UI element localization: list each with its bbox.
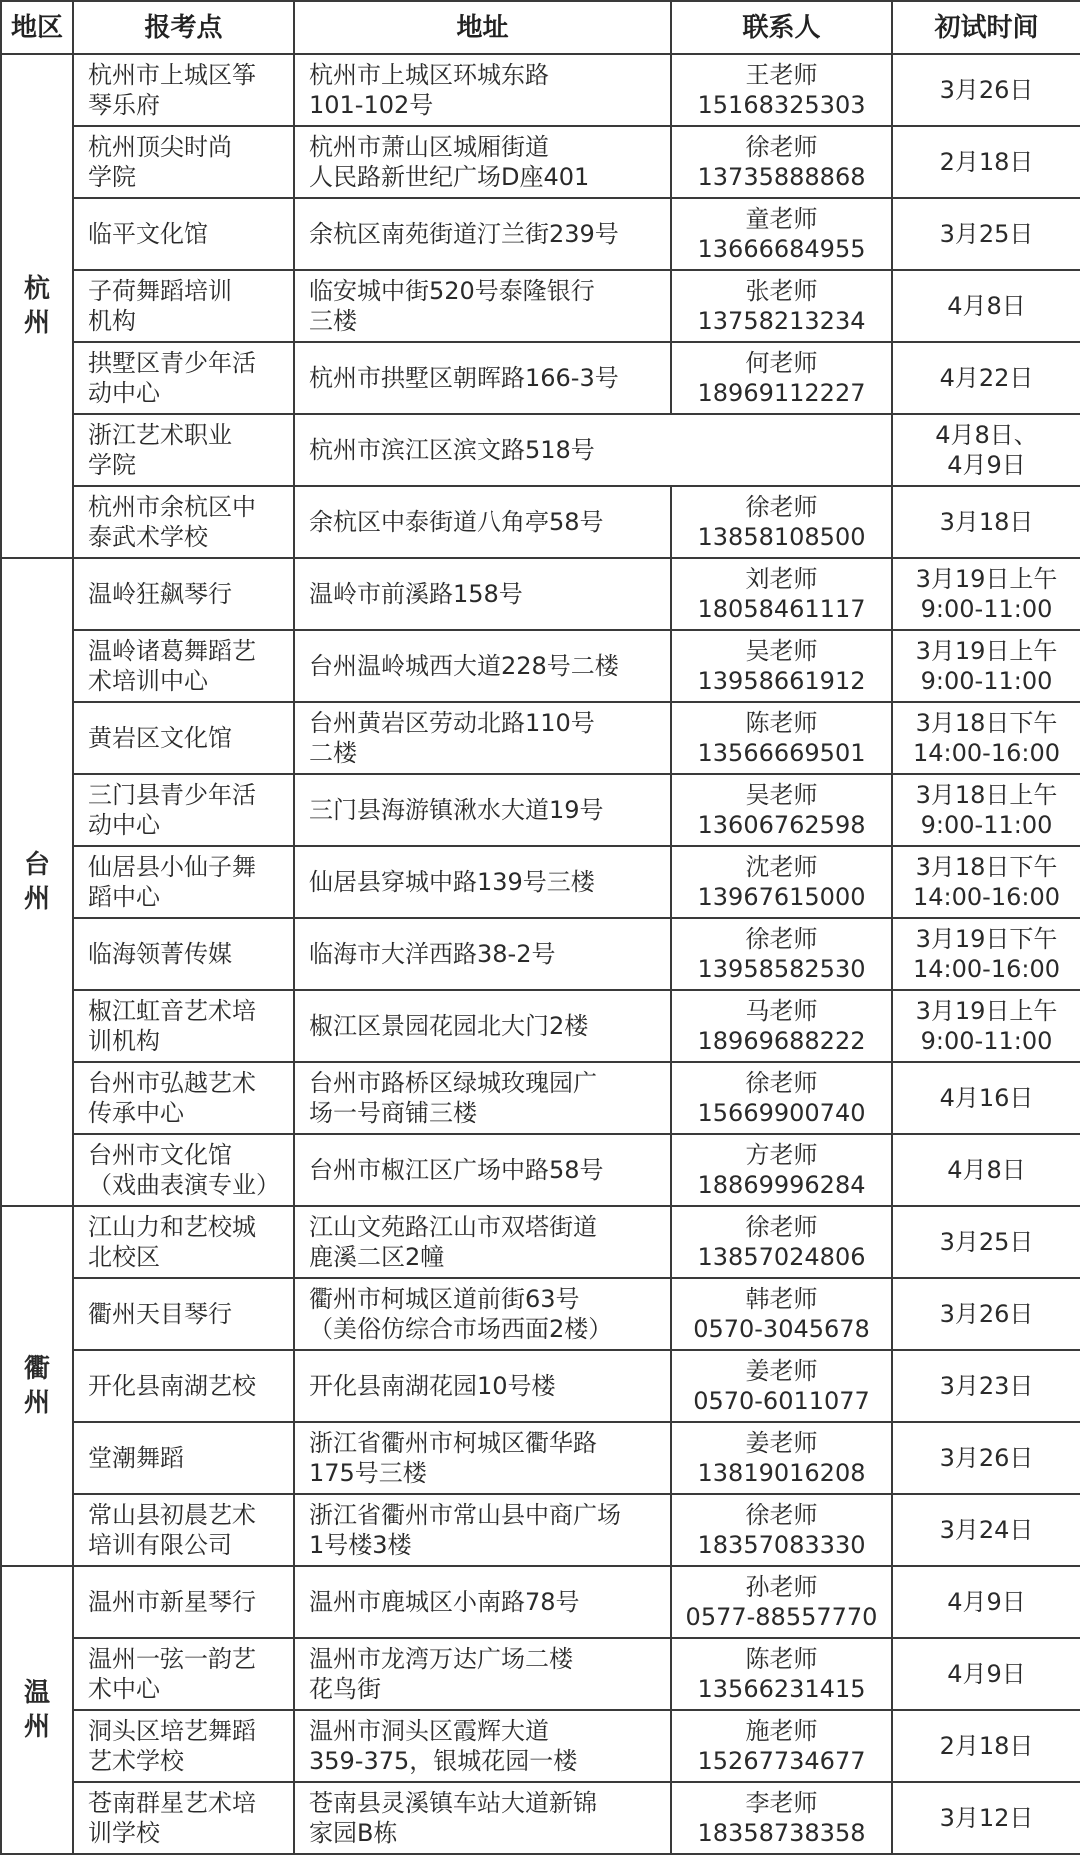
- site-name-line: 台州市文化馆: [88, 1141, 232, 1169]
- contact-line: 13566231415: [697, 1675, 866, 1703]
- exam-time-line: 3月19日上午: [915, 637, 1058, 665]
- site-cell: [73, 1206, 294, 1278]
- site-cell: [73, 1278, 294, 1350]
- site-name-line: 堂潮舞蹈: [88, 1444, 184, 1472]
- site-name-line: 仙居县小仙子舞: [88, 853, 256, 881]
- contact-cell: [671, 846, 892, 918]
- header-exam-time: 初试时间: [892, 1, 1080, 54]
- address-cell: [294, 486, 671, 558]
- site-name-line: 黄岩区文化馆: [88, 724, 232, 752]
- exam-time-cell: [892, 990, 1080, 1062]
- address-cell: [294, 1638, 671, 1710]
- address-line: 二楼: [309, 739, 357, 767]
- address-cell: [294, 1062, 671, 1134]
- exam-time-line: 3月23日: [939, 1372, 1034, 1400]
- table-row: [1, 1350, 1080, 1422]
- contact-line: 韩老师: [745, 1285, 818, 1313]
- exam-time-line: 9:00-11:00: [920, 811, 1053, 839]
- address-line: 175号三楼: [309, 1459, 427, 1487]
- contact-cell: [671, 1134, 892, 1206]
- site-cell: [73, 1062, 294, 1134]
- exam-time-line: 4月8日: [947, 1156, 1026, 1184]
- address-line: 台州温岭城西大道228号二楼: [309, 652, 619, 680]
- site-cell: [73, 414, 294, 486]
- site-name-line: 传承中心: [88, 1099, 184, 1127]
- address-line: 余杭区南苑街道汀兰街239号: [309, 220, 619, 248]
- table-row: [1, 1206, 1080, 1278]
- contact-cell: [671, 342, 892, 414]
- exam-time-cell: [892, 1134, 1080, 1206]
- contact-line: 徐老师: [745, 1501, 818, 1529]
- exam-time-cell: [892, 1566, 1080, 1638]
- header-contact: 联系人: [671, 1, 892, 54]
- address-line: 衢州市柯城区道前街63号: [309, 1285, 580, 1313]
- address-line: 杭州市萧山区城厢街道: [309, 133, 549, 161]
- address-cell: [294, 918, 671, 990]
- exam-time-line: 3月18日上午: [915, 781, 1058, 809]
- exam-time-cell: [892, 1278, 1080, 1350]
- contact-cell: [671, 270, 892, 342]
- table-row: [1, 1062, 1080, 1134]
- exam-time-cell: [892, 1350, 1080, 1422]
- address-line: 1号楼3楼: [309, 1531, 412, 1559]
- site-name-line: 椒江虹音艺术培: [88, 997, 256, 1025]
- contact-line: 徐老师: [745, 1213, 818, 1241]
- contact-line: 13606762598: [697, 811, 866, 839]
- contact-line: 0570-3045678: [693, 1315, 870, 1343]
- table-row: [1, 558, 1080, 630]
- site-name-line: 学院: [88, 451, 136, 479]
- site-name-line: 动中心: [88, 811, 160, 839]
- contact-cell: [671, 918, 892, 990]
- contact-cell: [671, 558, 892, 630]
- exam-time-cell: [892, 918, 1080, 990]
- contact-line: 王老师: [745, 61, 818, 89]
- table-row: [1, 630, 1080, 702]
- contact-line: 13666684955: [697, 235, 866, 263]
- exam-time-line: 14:00-16:00: [913, 883, 1060, 911]
- address-line: 场一号商铺三楼: [309, 1099, 477, 1127]
- contact-line: 18969688222: [697, 1027, 866, 1055]
- table-row: [1, 1638, 1080, 1710]
- site-cell: [73, 486, 294, 558]
- site-cell: [73, 1350, 294, 1422]
- site-name-line: 艺术学校: [88, 1747, 184, 1775]
- contact-line: 13958661912: [697, 667, 866, 695]
- exam-time-line: 9:00-11:00: [920, 667, 1053, 695]
- contact-cell: [671, 1278, 892, 1350]
- address-line: 台州黄岩区劳动北路110号: [309, 709, 595, 737]
- site-cell: [73, 54, 294, 126]
- contact-line: 13858108500: [697, 523, 866, 551]
- address-line: 浙江省衢州市常山县中商广场: [309, 1501, 621, 1529]
- address-line: 温州市龙湾万达广场二楼: [309, 1645, 573, 1673]
- address-line: 椒江区景园花园北大门2楼: [309, 1012, 589, 1040]
- address-cell: [294, 198, 671, 270]
- contact-line: 吴老师: [745, 781, 818, 809]
- address-cell: [294, 342, 671, 414]
- contact-line: 孙老师: [745, 1573, 818, 1601]
- table-row: [1, 414, 1080, 486]
- exam-time-line: 9:00-11:00: [920, 1027, 1053, 1055]
- region-name: 台州: [23, 850, 50, 914]
- address-cell: [294, 630, 671, 702]
- address-line: 温州市洞头区霞辉大道: [309, 1717, 549, 1745]
- contact-line: 徐老师: [745, 133, 818, 161]
- table-row: [1, 918, 1080, 990]
- contact-cell: [671, 1638, 892, 1710]
- contact-line: 何老师: [745, 349, 818, 377]
- exam-time-line: 4月9日: [947, 1588, 1026, 1616]
- contact-cell: [671, 1350, 892, 1422]
- site-name-line: 温岭诸葛舞蹈艺: [88, 637, 256, 665]
- exam-time-line: 3月26日: [939, 76, 1034, 104]
- address-line: 杭州市上城区环城东路: [309, 61, 549, 89]
- exam-time-line: 4月8日: [947, 292, 1026, 320]
- address-line: 花鸟街: [309, 1675, 381, 1703]
- table-row: [1, 990, 1080, 1062]
- table-row: [1, 1782, 1080, 1854]
- exam-time-cell: [892, 774, 1080, 846]
- address-line: 杭州市拱墅区朝晖路166-3号: [309, 364, 619, 392]
- region-name: 杭州: [23, 274, 50, 338]
- address-line: 温州市鹿城区小南路78号: [309, 1588, 580, 1616]
- exam-time-cell: [892, 1710, 1080, 1782]
- contact-line: 方老师: [745, 1141, 818, 1169]
- contact-line: 18358738358: [697, 1819, 866, 1847]
- exam-time-line: 3月26日: [939, 1300, 1034, 1328]
- site-name-line: 琴乐府: [88, 91, 160, 119]
- address-line: 359-375，银城花园一楼: [309, 1747, 578, 1775]
- address-line: 三楼: [309, 307, 357, 335]
- contact-line: 刘老师: [745, 565, 818, 593]
- exam-time-line: 3月24日: [939, 1516, 1034, 1544]
- address-line: 台州市路桥区绿城玫瑰园广: [309, 1069, 597, 1097]
- contact-line: 13566669501: [697, 739, 866, 767]
- site-cell: [73, 270, 294, 342]
- address-cell: [294, 1206, 671, 1278]
- site-name-line: 学院: [88, 163, 136, 191]
- table-header-row: [1, 1, 1080, 54]
- contact-line: 李老师: [745, 1789, 818, 1817]
- contact-line: 13735888868: [697, 163, 866, 191]
- site-name-line: 杭州市上城区筝: [88, 61, 256, 89]
- exam-time-line: 4月9日: [947, 1660, 1026, 1688]
- contact-line: 13758213234: [697, 307, 866, 335]
- table-row: [1, 774, 1080, 846]
- table-row: [1, 270, 1080, 342]
- address-cell: [294, 702, 671, 774]
- contact-cell: [671, 702, 892, 774]
- site-cell: [73, 198, 294, 270]
- site-name-line: 临海领菁传媒: [88, 940, 232, 968]
- exam-time-line: 3月19日上午: [915, 565, 1058, 593]
- contact-line: 马老师: [745, 997, 818, 1025]
- exam-time-cell: [892, 1062, 1080, 1134]
- address-line: 临海市大洋西路38-2号: [309, 940, 556, 968]
- exam-time-line: 3月18日: [939, 508, 1034, 536]
- contact-cell: [671, 1206, 892, 1278]
- site-name-line: 术培训中心: [88, 667, 208, 695]
- exam-time-cell: [892, 1206, 1080, 1278]
- exam-time-line: 4月22日: [939, 364, 1034, 392]
- address-cell: [294, 126, 671, 198]
- site-name-line: 泰武术学校: [88, 523, 208, 551]
- contact-line: 13857024806: [697, 1243, 866, 1271]
- address-cell: [294, 990, 671, 1062]
- address-line: 苍南县灵溪镇车站大道新锦: [309, 1789, 597, 1817]
- contact-line: 18058461117: [697, 595, 866, 623]
- exam-time-line: 3月18日下午: [915, 853, 1058, 881]
- exam-time-line: 3月25日: [939, 220, 1034, 248]
- exam-time-cell: [892, 126, 1080, 198]
- site-cell: [73, 1494, 294, 1566]
- address-line: 三门县海游镇湫水大道19号: [309, 796, 604, 824]
- address-line: 101-102号: [309, 91, 434, 119]
- address-line: 杭州市滨江区滨文路518号: [309, 436, 595, 464]
- exam-time-line: 9:00-11:00: [920, 595, 1053, 623]
- address-line: 余杭区中泰街道八角亭58号: [309, 508, 604, 536]
- site-name-line: 动中心: [88, 379, 160, 407]
- exam-time-line: 3月19日上午: [915, 997, 1058, 1025]
- table-row: [1, 1422, 1080, 1494]
- exam-time-cell: [892, 1494, 1080, 1566]
- site-cell: [73, 1566, 294, 1638]
- contact-line: 沈老师: [745, 853, 818, 881]
- address-line: 仙居县穿城中路139号三楼: [309, 868, 595, 896]
- site-cell: [73, 630, 294, 702]
- address-cell: [294, 1710, 671, 1782]
- site-name-line: 训学校: [88, 1819, 160, 1847]
- exam-time-line: 4月8日、: [935, 421, 1038, 449]
- header-address: 地址: [294, 1, 671, 54]
- site-cell: [73, 1134, 294, 1206]
- site-name-line: 训机构: [88, 1027, 160, 1055]
- address-cell: [294, 270, 671, 342]
- exam-time-cell: [892, 630, 1080, 702]
- region-cell: [1, 1206, 73, 1566]
- contact-line: 施老师: [745, 1717, 818, 1745]
- address-line: 人民路新世纪广场D座401: [309, 163, 590, 191]
- address-cell: [294, 1494, 671, 1566]
- site-cell: [73, 558, 294, 630]
- site-name-line: 拱墅区青少年活: [88, 349, 256, 377]
- exam-time-line: 4月16日: [939, 1084, 1034, 1112]
- site-name-line: 杭州顶尖时尚: [88, 133, 232, 161]
- exam-time-line: 14:00-16:00: [913, 739, 1060, 767]
- table-row: [1, 1278, 1080, 1350]
- contact-line: 13958582530: [697, 955, 866, 983]
- exam-time-cell: [892, 342, 1080, 414]
- table-row: [1, 54, 1080, 126]
- contact-cell: [671, 1494, 892, 1566]
- exam-time-line: 3月25日: [939, 1228, 1034, 1256]
- header-site: 报考点: [73, 1, 294, 54]
- contact-line: 姜老师: [745, 1429, 818, 1457]
- address-line: 鹿溪二区2幢: [309, 1243, 445, 1271]
- address-line: 浙江省衢州市柯城区衢华路: [309, 1429, 597, 1457]
- address-cell: [294, 414, 892, 486]
- contact-cell: [671, 1566, 892, 1638]
- region-name: 衢州: [23, 1354, 50, 1418]
- site-name-line: 浙江艺术职业: [88, 421, 232, 449]
- contact-line: 0577-88557770: [685, 1603, 878, 1631]
- site-name-line: 北校区: [88, 1243, 160, 1271]
- contact-line: 徐老师: [745, 925, 818, 953]
- contact-line: 18357083330: [697, 1531, 866, 1559]
- exam-time-line: 3月12日: [939, 1804, 1034, 1832]
- exam-time-cell: [892, 54, 1080, 126]
- site-name-line: 衢州天目琴行: [88, 1300, 232, 1328]
- contact-cell: [671, 774, 892, 846]
- address-cell: [294, 1422, 671, 1494]
- address-cell: [294, 1134, 671, 1206]
- contact-cell: [671, 1422, 892, 1494]
- table-row: [1, 1134, 1080, 1206]
- site-cell: [73, 1782, 294, 1854]
- contact-cell: [671, 198, 892, 270]
- site-name-line: 江山力和艺校城: [88, 1213, 256, 1241]
- contact-cell: [671, 630, 892, 702]
- exam-time-cell: [892, 846, 1080, 918]
- exam-time-line: 14:00-16:00: [913, 955, 1060, 983]
- table-row: [1, 1566, 1080, 1638]
- contact-cell: [671, 1782, 892, 1854]
- table-row: [1, 1494, 1080, 1566]
- exam-time-cell: [892, 702, 1080, 774]
- site-cell: [73, 126, 294, 198]
- table-row: [1, 342, 1080, 414]
- exam-time-cell: [892, 270, 1080, 342]
- region-cell: [1, 1566, 73, 1854]
- exam-time-cell: [892, 1782, 1080, 1854]
- table-row: [1, 486, 1080, 558]
- exam-time-cell: [892, 558, 1080, 630]
- exam-time-cell: [892, 486, 1080, 558]
- site-cell: [73, 990, 294, 1062]
- site-cell: [73, 342, 294, 414]
- address-line: 温岭市前溪路158号: [309, 580, 523, 608]
- contact-line: 张老师: [745, 277, 818, 305]
- site-name-line: （戏曲表演专业）: [88, 1171, 280, 1199]
- contact-cell: [671, 54, 892, 126]
- contact-line: 徐老师: [745, 493, 818, 521]
- table-row: [1, 198, 1080, 270]
- address-line: 江山文苑路江山市双塔街道: [309, 1213, 597, 1241]
- site-cell: [73, 1638, 294, 1710]
- address-cell: [294, 1278, 671, 1350]
- exam-time-cell: [892, 414, 1080, 486]
- contact-line: 徐老师: [745, 1069, 818, 1097]
- site-name-line: 常山县初晨艺术: [88, 1501, 256, 1529]
- site-name-line: 苍南群星艺术培: [88, 1789, 256, 1817]
- site-cell: [73, 1710, 294, 1782]
- region-name: 温州: [23, 1678, 50, 1742]
- site-name-line: 术中心: [88, 1675, 160, 1703]
- site-name-line: 杭州市余杭区中: [88, 493, 256, 521]
- contact-line: 童老师: [745, 205, 818, 233]
- site-name-line: 机构: [88, 307, 136, 335]
- contact-cell: [671, 126, 892, 198]
- contact-cell: [671, 1062, 892, 1134]
- address-line: 临安城中街520号泰隆银行: [309, 277, 595, 305]
- site-name-line: 洞头区培艺舞蹈: [88, 1717, 256, 1745]
- contact-line: 0570-6011077: [693, 1387, 870, 1415]
- contact-line: 15267734677: [697, 1747, 866, 1775]
- site-cell: [73, 846, 294, 918]
- contact-line: 陈老师: [745, 709, 818, 737]
- site-cell: [73, 702, 294, 774]
- contact-cell: [671, 486, 892, 558]
- contact-line: 15669900740: [697, 1099, 866, 1127]
- site-name-line: 温州一弦一韵艺: [88, 1645, 256, 1673]
- region-cell: [1, 54, 73, 558]
- address-cell: [294, 774, 671, 846]
- site-cell: [73, 774, 294, 846]
- exam-time-line: 3月26日: [939, 1444, 1034, 1472]
- contact-line: 18869996284: [697, 1171, 866, 1199]
- address-cell: [294, 54, 671, 126]
- site-name-line: 三门县青少年活: [88, 781, 256, 809]
- address-cell: [294, 558, 671, 630]
- exam-time-cell: [892, 198, 1080, 270]
- header-region: 地区: [1, 1, 73, 54]
- contact-line: 陈老师: [745, 1645, 818, 1673]
- address-line: 家园B栋: [309, 1819, 398, 1847]
- table-row: [1, 702, 1080, 774]
- address-cell: [294, 1566, 671, 1638]
- table-body: [1, 54, 1080, 1854]
- site-name-line: 培训有限公司: [88, 1531, 232, 1559]
- exam-time-line: 2月18日: [939, 1732, 1034, 1760]
- exam-time-cell: [892, 1638, 1080, 1710]
- contact-line: 13819016208: [697, 1459, 866, 1487]
- contact-cell: [671, 1710, 892, 1782]
- site-name-line: 开化县南湖艺校: [88, 1372, 256, 1400]
- site-name-line: 蹈中心: [88, 883, 160, 911]
- site-name-line: 子荷舞蹈培训: [88, 277, 232, 305]
- site-name-line: 温岭狂飙琴行: [88, 580, 232, 608]
- exam-time-line: 3月18日下午: [915, 709, 1058, 737]
- site-cell: [73, 1422, 294, 1494]
- exam-time-line: 4月9日: [947, 451, 1026, 479]
- address-line: 台州市椒江区广场中路58号: [309, 1156, 604, 1184]
- address-cell: [294, 1782, 671, 1854]
- site-name-line: 临平文化馆: [88, 220, 208, 248]
- address-line: （美俗仿综合市场西面2楼）: [309, 1315, 613, 1343]
- address-line: 开化县南湖花园10号楼: [309, 1372, 556, 1400]
- table-row: [1, 126, 1080, 198]
- region-cell: [1, 558, 73, 1206]
- contact-line: 18969112227: [697, 379, 866, 407]
- contact-line: 姜老师: [745, 1357, 818, 1385]
- address-cell: [294, 846, 671, 918]
- address-cell: [294, 1350, 671, 1422]
- contact-line: 吴老师: [745, 637, 818, 665]
- contact-line: 13967615000: [697, 883, 866, 911]
- site-cell: [73, 918, 294, 990]
- site-name-line: 温州市新星琴行: [88, 1588, 256, 1616]
- table-row: [1, 1710, 1080, 1782]
- contact-cell: [671, 990, 892, 1062]
- exam-time-line: 3月19日下午: [915, 925, 1058, 953]
- table-row: [1, 846, 1080, 918]
- exam-time-line: 2月18日: [939, 148, 1034, 176]
- site-name-line: 台州市弘越艺术: [88, 1069, 256, 1097]
- contact-line: 15168325303: [697, 91, 866, 119]
- exam-time-cell: [892, 1422, 1080, 1494]
